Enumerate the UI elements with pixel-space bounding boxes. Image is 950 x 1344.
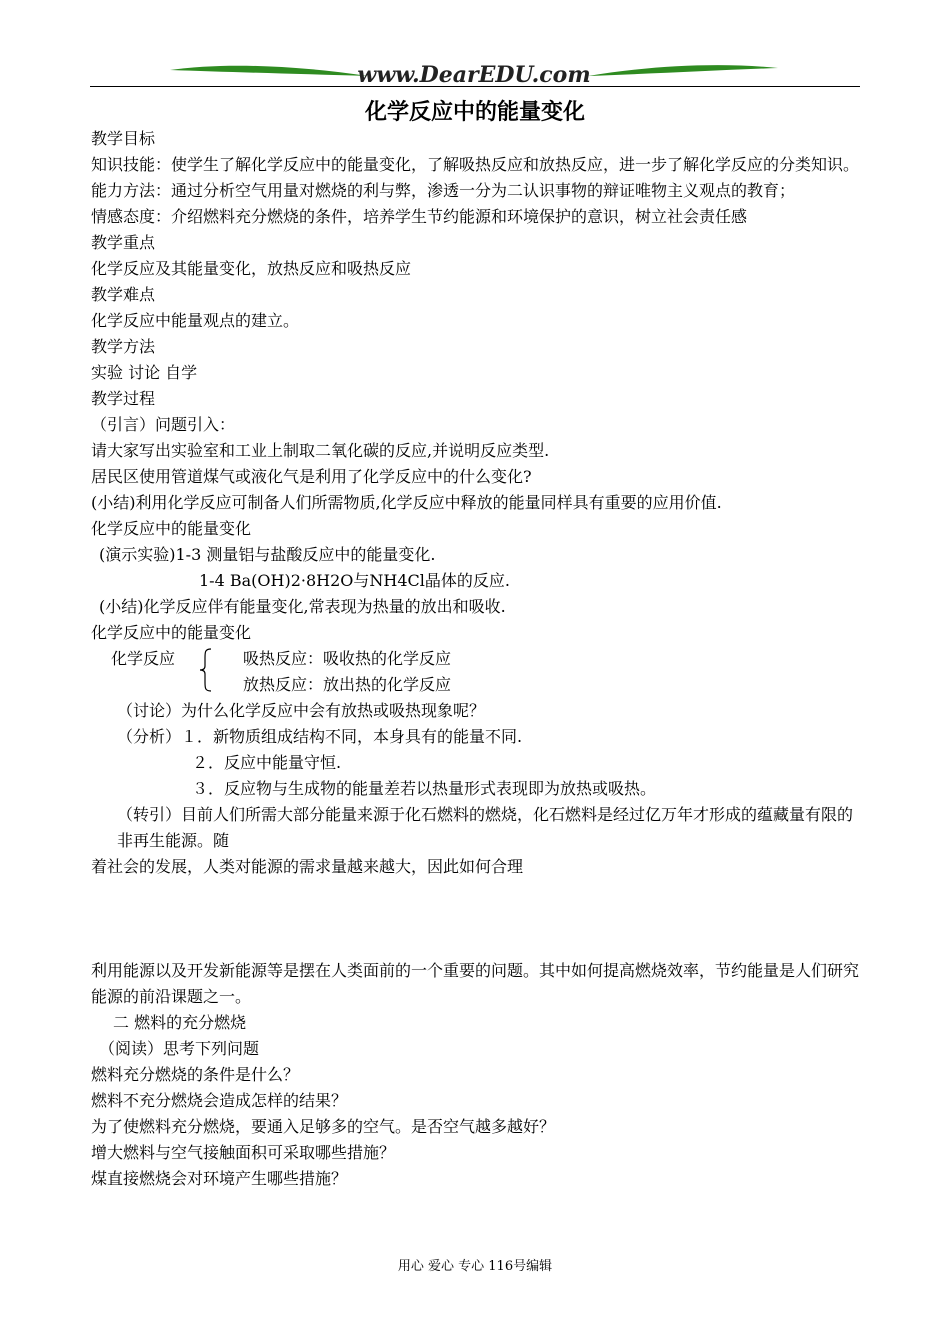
line-question-gas: 居民区使用管道煤气或液化气是利用了化学反应中的什么变化? [91, 467, 532, 486]
banner-swoosh-left [170, 66, 368, 76]
question-2: 燃料不充分燃烧会造成怎样的结果？ [91, 1091, 348, 1110]
blank-gap [91, 880, 866, 958]
banner-text: www.DearEDU.com [357, 62, 591, 88]
page-footer: 用心 爱心 专心 116号编辑 [397, 1259, 553, 1274]
reaction-classification [91, 646, 866, 698]
line-demo-experiment-2: 1-4 Ba(OH)2·8H2O与NH4Cl晶体的反应. [199, 571, 510, 590]
heading-process: 教学过程 [91, 389, 156, 408]
line-analysis-1: （分析）１．新物质组成结构不同，本身具有的能量不同. [117, 727, 523, 746]
paragraph-energy-use: 利用能源以及开发新能源等是摆在人类面前的一个重要的问题。其中如何提高燃烧效率，节约能量是人们研究能源的前沿课题之一。 [91, 961, 860, 1006]
line-question-co2: 请大家写出实验室和工业上制取二氧化碳的反应,并说明反应类型. [91, 441, 550, 460]
line-summary-2: (小结)化学反应伴有能量变化,常表现为热量的放出和吸收. [99, 597, 506, 616]
line-analysis-3: ３．反应物与生成物的能量差若以热量形式表现即为放热或吸热。 [192, 779, 657, 798]
paragraph-transition-cont: 着社会的发展，人类对能源的需求量越来越大，因此如何合理 [91, 857, 524, 876]
paragraph-ability: 能力方法：通过分析空气用量对燃烧的利与弊，渗透一分为二认识事物的辩证唯物主义观点的教育； [91, 181, 796, 200]
heading-difficulties: 教学难点 [91, 285, 156, 304]
banner-swoosh-right [588, 65, 778, 76]
heading-energy-change-1: 化学反应中的能量变化 [91, 519, 252, 538]
line-summary-1: (小结)利用化学反应可制备人们所需物质,化学反应中释放的能量同样具有重要的应用价值. [91, 493, 722, 512]
line-analysis-2: ２．反应中能量守恒. [192, 753, 342, 772]
header-rule [90, 86, 860, 87]
paragraph-key-points: 化学反应及其能量变化，放热反应和吸热反应 [91, 259, 412, 278]
heading-methods: 教学方法 [91, 337, 156, 356]
document-title: 化学反应中的能量变化 [364, 100, 585, 125]
reaction-exothermic: 放热反应：放出热的化学反应 [243, 675, 452, 694]
question-3: 为了使燃料充分燃烧，要通入足够多的空气。是否空气越多越好？ [91, 1117, 556, 1136]
left-brace-icon [199, 648, 213, 692]
question-5: 煤直接燃烧会对环境产生哪些措施？ [91, 1169, 348, 1188]
heading-energy-change-2: 化学反应中的能量变化 [91, 623, 252, 642]
heading-key-points: 教学重点 [91, 233, 156, 252]
paragraph-transition: （转引）目前人们所需大部分能量来源于化石燃料的燃烧，化石燃料是经过亿万年才形成的蕴藏量有限的非再生能源。随 [117, 805, 854, 850]
heading-fuel-combustion: 二 燃料的充分燃烧 [113, 1013, 247, 1032]
question-1: 燃料充分燃烧的条件是什么？ [91, 1065, 300, 1084]
paragraph-difficulties: 化学反应中能量观点的建立。 [91, 311, 300, 330]
line-introduction: （引言）问题引入： [91, 415, 236, 434]
dearedu-banner-logo [168, 58, 780, 88]
paragraph-methods: 实验 讨论 自学 [91, 363, 198, 382]
paragraph-attitude: 情感态度：介绍燃料充分燃烧的条件，培养学生节约能源和环境保护的意识，树立社会责任感 [91, 207, 748, 226]
line-reading: （阅读）思考下列问题 [99, 1039, 260, 1058]
reaction-label: 化学反应 [111, 649, 176, 668]
paragraph-knowledge: 知识技能：使学生了解化学反应中的能量变化，了解吸热反应和放热反应，进一步了解化学反应的分类知识。 [91, 155, 860, 174]
heading-objectives: 教学目标 [91, 129, 156, 148]
question-4: 增大燃料与空气接触面积可采取哪些措施？ [91, 1143, 396, 1162]
line-demo-experiment: (演示实验)1-3 测量铝与盐酸反应中的能量变化. [99, 545, 436, 564]
document-body [91, 126, 866, 1192]
reaction-endothermic: 吸热反应：吸收热的化学反应 [243, 649, 452, 668]
line-discussion: （讨论）为什么化学反应中会有放热或吸热现象呢？ [117, 701, 486, 720]
